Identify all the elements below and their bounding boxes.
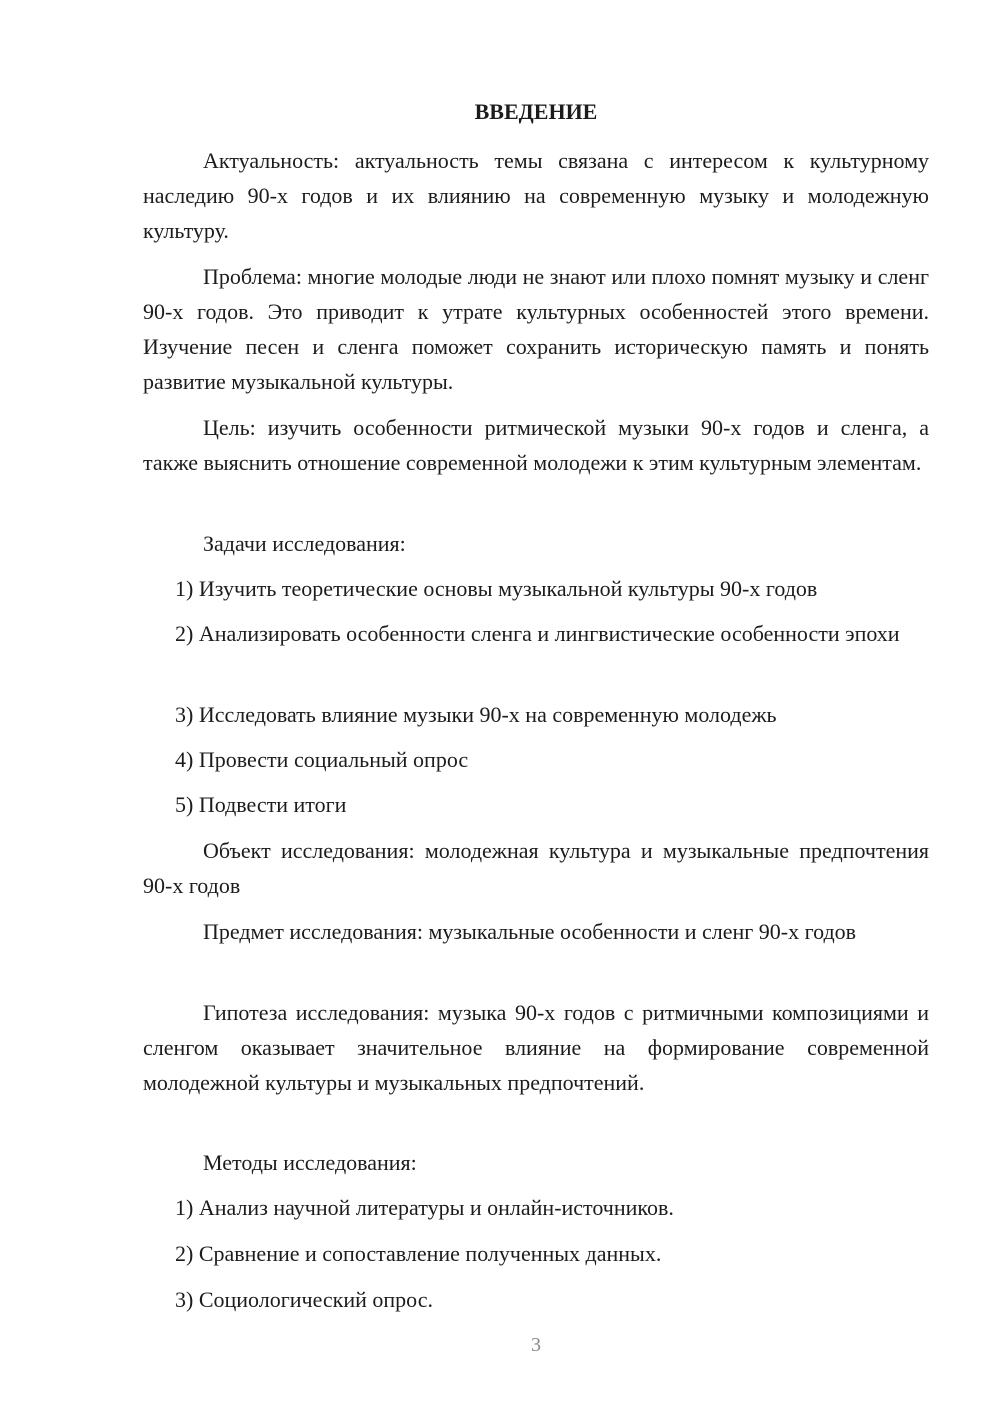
paragraph-methods-heading: Методы исследования: — [203, 1150, 417, 1175]
paragraph-tasks-heading: Задачи исследования: — [203, 531, 406, 556]
paragraph-problem: Проблема: многие молодые люди не знают или плохо помнят музыку и сленг 90-х годов. Это приводит к утрате культурных особенностей этого времени. Изучение песен и сленга поможет сохранить историческую память и понять развитие музыкальной культуры. — [143, 264, 929, 394]
task-item-4: 4) Провести социальный опрос — [175, 747, 469, 772]
page-number: 3 — [531, 1334, 541, 1356]
method-item-2: 2) Сравнение и сопоставление полученных данных. — [175, 1241, 662, 1266]
paragraph-object: Объект исследования: молодежная культура и музыкальные предпочтения 90-х годов — [143, 838, 929, 898]
task-item-3: 3) Исследовать влияние музыки 90-х на современную молодежь — [175, 702, 777, 727]
paragraph-subject: Предмет исследования: музыкальные особенности и сленг 90-х годов — [203, 919, 857, 944]
paragraph-hypothesis: Гипотеза исследования: музыка 90-х годов с ритмичными композициями и сленгом оказывает значительное влияние на формирование современной молодежной культуры и музыкальных предпочтений. — [143, 1000, 929, 1095]
task-item-2: 2) Анализировать особенности сленга и лингвистические особенности эпохи — [175, 621, 900, 646]
task-item-5: 5) Подвести итоги — [175, 792, 347, 817]
task-item-1: 1) Изучить теоретические основы музыкальной культуры 90-х годов — [175, 576, 818, 601]
paragraph-goal: Цель: изучить особенности ритмической музыки 90-х годов и сленга, а также выяснить отношение современной молодежи к этим культурным элементам. — [143, 415, 929, 475]
paragraph-relevance: Актуальность: актуальность темы связана с интересом к культурному наследию 90-х годов и их влиянию на современную музыку и молодежную культуру. — [143, 148, 929, 243]
method-item-3: 3) Социологический опрос. — [175, 1287, 433, 1312]
page-title: ВВЕДЕНИЕ — [474, 99, 598, 124]
method-item-1: 1) Анализ научной литературы и онлайн-источников. — [175, 1195, 674, 1220]
